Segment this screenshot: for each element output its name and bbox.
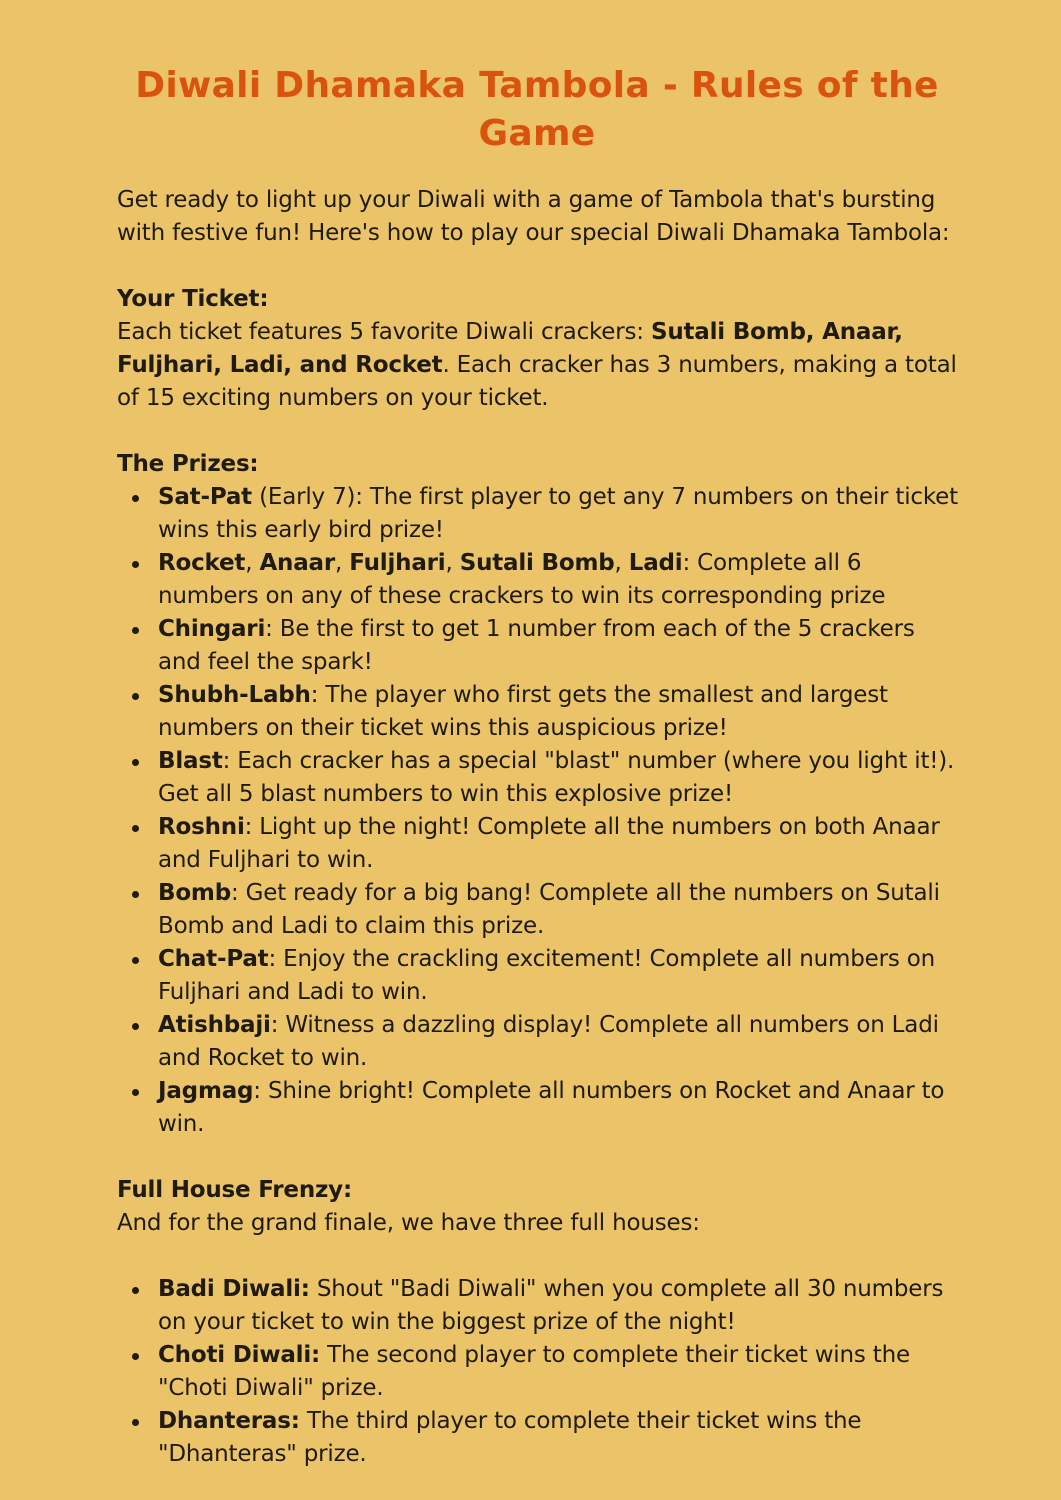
prize-text: : Each cracker has a special "blast" number (where you light it!). Get all 5 blast numbers to win this explosive prize! (158, 748, 955, 807)
spacer (117, 1240, 961, 1273)
prize-name: Ladi (628, 550, 683, 576)
prize-name: Shubh-Labh (158, 682, 311, 708)
prize-item-shubh-labh (158, 679, 961, 745)
prize-text: : Be the first to get 1 number from each of the 5 crackers and feel the spark! (158, 616, 915, 675)
separator: , (335, 550, 350, 576)
prize-item-blast (158, 745, 961, 811)
intro-paragraph: Get ready to light up your Diwali with a game of Tambola that's bursting with festive fun! Here's how to play our special Diwali Dhamaka Tambola: (117, 187, 950, 246)
ticket-crackers: Sutali Bomb, Anaar, Fuljhari, Ladi, and Rocket (117, 319, 903, 378)
full-house-list (117, 1273, 961, 1471)
page-title: Diwali Dhamaka Tambola - Rules of the Game (135, 65, 939, 154)
prize-item-chingari (158, 613, 961, 679)
ticket-text-before: Each ticket features 5 favorite Diwali crackers: (117, 319, 651, 345)
prize-text: The third player to complete their ticket wins the "Dhanteras" prize. (158, 1408, 862, 1467)
prize-item-roshni (158, 811, 961, 877)
ticket-section (117, 283, 961, 415)
prize-item-jagmag (158, 1075, 961, 1141)
prize-text: : The player who first gets the smallest and largest numbers on their ticket wins this auspicious prize! (158, 682, 888, 741)
ticket-paragraph (117, 316, 961, 415)
prize-item-chat-pat (158, 943, 961, 1009)
prize-text: : Get ready for a big bang! Complete all the numbers on Sutali Bomb and Ladi to claim this prize. (158, 880, 940, 939)
prize-text: : Witness a dazzling display! Complete all numbers on Ladi and Rocket to win. (158, 1012, 939, 1071)
full-house-item-choti-diwali (158, 1339, 961, 1405)
prize-name: Choti Diwali: (158, 1342, 321, 1368)
prize-name: Chat-Pat (158, 946, 269, 972)
prize-name: Bomb (158, 880, 231, 906)
prize-text: : Enjoy the crackling excitement! Complete all numbers on Fuljhari and Ladi to win. (158, 946, 936, 1005)
prize-text: : Complete all 6 numbers on any of these crackers to win its corresponding prize (158, 550, 886, 609)
prize-name: Chingari (158, 616, 266, 642)
prize-name: Jagmag (158, 1078, 254, 1104)
prize-name: Fuljhari (349, 550, 446, 576)
prize-name: Atishbaji (158, 1012, 271, 1038)
ticket-text-after: . Each cracker has 3 numbers, making a total of 15 exciting numbers on your ticket. (117, 352, 957, 411)
prize-text: The second player to complete their ticket wins the "Choti Diwali" prize. (158, 1342, 910, 1401)
prizes-heading: The Prizes: (117, 451, 259, 477)
prizes-section (117, 448, 961, 1141)
prize-item-bomb (158, 877, 961, 943)
prize-name: Dhanteras: (158, 1408, 300, 1434)
prizes-list (117, 481, 961, 1141)
prize-name: Rocket (158, 550, 246, 576)
prize-name: Sutali Bomb (459, 550, 615, 576)
prize-name: Badi Diwali: (158, 1276, 310, 1302)
full-house-section (117, 1174, 961, 1471)
prize-item-sat-pat (158, 481, 961, 547)
prize-name: Anaar (259, 550, 336, 576)
prize-text: (Early 7): The first player to get any 7 numbers on their ticket wins this early bird prize! (158, 484, 958, 543)
prize-item-crackers (158, 547, 961, 613)
prize-name: Sat-Pat (158, 484, 252, 510)
prize-text: : Light up the night! Complete all the numbers on both Anaar and Fuljhari to win. (158, 814, 940, 873)
full-house-intro: And for the grand finale, we have three full houses: (117, 1210, 700, 1236)
separator: , (445, 550, 460, 576)
full-house-item-dhanteras (158, 1405, 961, 1471)
prize-text: Shout "Badi Diwali" when you complete all 30 numbers on your ticket to win the biggest prize of the night! (158, 1276, 944, 1335)
prize-name: Blast (158, 748, 223, 774)
separator: , (614, 550, 629, 576)
prize-name: Roshni (158, 814, 245, 840)
full-house-item-badi-diwali (158, 1273, 961, 1339)
ticket-heading: Your Ticket: (117, 286, 269, 312)
prize-text: : Shine bright! Complete all numbers on Rocket and Anaar to win. (158, 1078, 945, 1137)
prize-item-atishbaji (158, 1009, 961, 1075)
full-house-heading: Full House Frenzy: (117, 1177, 352, 1203)
separator: , (245, 550, 260, 576)
